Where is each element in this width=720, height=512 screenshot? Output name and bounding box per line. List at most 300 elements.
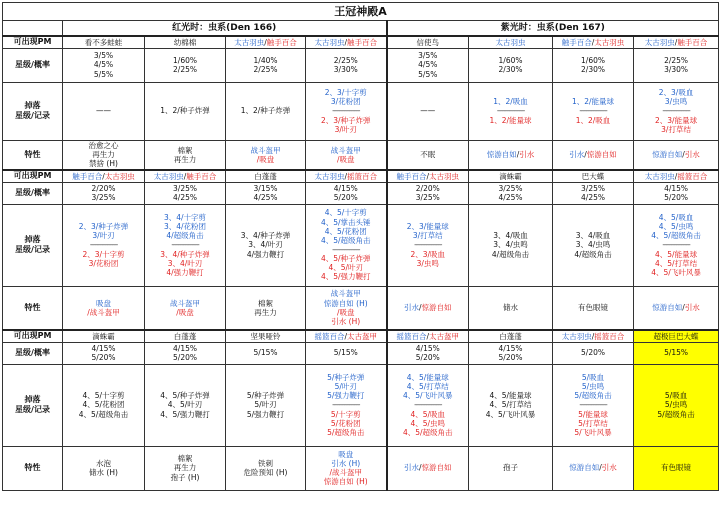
drop-item: 4、5/超级角击	[402, 427, 453, 437]
pm-cell	[63, 330, 145, 342]
pokemon-name: /	[102, 171, 105, 181]
feature-cell	[553, 140, 634, 170]
ability-text: /	[599, 463, 602, 473]
star-rate: 2/25%	[664, 55, 689, 65]
star-rate: 2/20%	[91, 183, 116, 193]
drop-item: 4、5/吸血	[658, 213, 694, 222]
ability-text: 惊游自如 (H)	[323, 298, 368, 308]
ability-text: 治愈之心	[88, 141, 119, 151]
drop-item: 1、2/能量球	[571, 97, 615, 107]
star-cell	[387, 342, 469, 364]
drop-item: 4、5/飞叶风暴	[485, 409, 536, 419]
pokemon-name: /	[183, 171, 187, 181]
ability-text: 再生力	[173, 463, 197, 473]
star-rate: 2/25%	[253, 65, 278, 74]
drops-cell	[63, 82, 145, 140]
star-rate: 5/20%	[333, 193, 358, 202]
pokemon-name: 触手百合	[266, 37, 297, 47]
pm-cell	[387, 36, 469, 48]
pokemon-name: 触手百合	[396, 171, 427, 181]
pokemon-name: 触手百合	[677, 37, 708, 47]
drop-item: 5/强力鞭打	[246, 409, 285, 419]
den-166-header: 红光时：虫系(Den 166)	[63, 21, 387, 37]
pokemon-name: 白蓬蓬	[499, 331, 522, 341]
drop-item: 3/叶刃	[334, 124, 357, 134]
star-cell	[226, 48, 306, 82]
star-rate: 5/20%	[498, 353, 523, 362]
drop-item: ——	[420, 106, 436, 116]
ability-text: /吸盘	[336, 307, 355, 317]
pokemon-name: 太古羽虫	[314, 171, 345, 181]
pokemon-name: /	[344, 171, 348, 181]
star-rate: 4/5%	[93, 60, 114, 70]
feature-cell	[63, 446, 145, 490]
drop-item: ----------------	[662, 106, 690, 116]
drop-item: 3/虫鸣	[664, 97, 688, 107]
star-rate: 4/15%	[415, 343, 440, 353]
drop-item: 2、3/种子炸弹	[78, 222, 129, 232]
drop-item: 4、5/能量球	[406, 373, 449, 382]
pokemon-name: 太古羽虫	[429, 171, 460, 181]
pm-cell	[553, 36, 634, 48]
pm-cell	[387, 330, 469, 342]
ability-text: 引水	[601, 463, 617, 473]
star-cell	[63, 48, 145, 82]
pokemon-name: 触手百合	[347, 37, 378, 47]
row-label-star: 星级/概率	[3, 342, 63, 364]
drops-cell	[63, 204, 145, 286]
drop-item: ----------------	[662, 240, 690, 250]
ability-text: /	[682, 303, 685, 313]
feature-cell	[145, 140, 226, 170]
ability-text: 战斗盔甲	[330, 289, 361, 299]
row-label-text: 星级/记录	[15, 111, 50, 120]
ability-text: 孢子 (H)	[170, 472, 200, 482]
row-label-feature: 特性	[3, 140, 63, 170]
pokemon-name: 太古羽虫	[104, 171, 135, 181]
star-cell	[634, 48, 719, 82]
drops-cell	[145, 364, 226, 446]
star-cell	[634, 182, 719, 204]
feature-cell	[387, 140, 469, 170]
drop-item: 4、5/种子炸弹	[160, 391, 210, 401]
row-label-drops	[3, 364, 63, 446]
feature-cell	[634, 140, 719, 170]
ability-text: /战斗盔甲	[87, 307, 120, 317]
drop-item: 3/打草结	[661, 124, 691, 134]
ability-text: 水泡	[96, 458, 111, 468]
pokemon-name: 太古羽虫	[314, 37, 345, 47]
ability-text: 引水	[519, 150, 535, 160]
star-rate: 5/20%	[664, 193, 689, 202]
ability-text: 禁捨 (H)	[89, 159, 118, 169]
ability-text: 惊游自如	[421, 463, 452, 473]
drop-item: 4、5/十字剪	[82, 391, 125, 401]
drops-cell	[145, 204, 226, 286]
ability-text: 引水	[569, 150, 585, 160]
feature-cell	[145, 446, 226, 490]
star-cell	[306, 48, 387, 82]
row-label-text: 掉落	[24, 101, 41, 111]
ability-text: 引水 (H)	[331, 316, 361, 326]
drop-item: ——	[96, 106, 111, 116]
den-167-header: 紫光时：虫系(Den 167)	[387, 21, 719, 37]
star-rate: 2/30%	[581, 65, 605, 74]
star-rate: 5/5%	[418, 69, 438, 79]
drop-item: 1、2/吸血	[575, 115, 611, 125]
ability-text: /战斗盔甲	[329, 468, 363, 477]
drop-item: 4、5/能量球	[655, 249, 698, 259]
star-rate: 3/25%	[498, 183, 523, 193]
feature-cell	[63, 286, 145, 330]
star-rate: 5/20%	[415, 353, 440, 362]
ability-text: 再生力	[92, 150, 115, 160]
star-cell	[63, 182, 145, 204]
drop-item: 5/打草结	[578, 418, 608, 428]
drop-item: 1、2/能量球	[489, 115, 532, 125]
ability-text: /吸盘	[256, 154, 275, 164]
drop-item: 4、5/飞叶风暴	[402, 391, 453, 401]
row-label-text: 掉落	[24, 395, 41, 405]
star-cell	[553, 342, 634, 364]
star-rate: 4/15%	[91, 343, 116, 353]
pokemon-name: 太古盔甲	[429, 331, 460, 341]
drop-item: ----------------	[171, 240, 199, 250]
pokemon-name: /	[344, 37, 348, 47]
ability-text: 引水	[684, 150, 700, 160]
drop-item: 4、5/种子炸弹	[320, 254, 371, 264]
drop-item: 4/超级角击	[491, 249, 530, 259]
pokemon-name: 摇篮百合	[347, 171, 378, 181]
pm-cell	[306, 170, 387, 182]
pm-cell	[387, 170, 469, 182]
pm-cell	[226, 36, 306, 48]
star-rate: 4/25%	[581, 193, 605, 202]
pokemon-name: 太古盔甲	[347, 331, 378, 341]
drop-item: 4/强力鞭打	[246, 249, 285, 259]
star-rate: 3/15%	[253, 183, 278, 193]
star-rate: 4/25%	[498, 193, 523, 202]
star-rate: 3/25%	[173, 183, 197, 193]
ability-text: 引水	[403, 303, 419, 313]
pokemon-name: /	[591, 331, 595, 341]
ability-text: 铁刺	[258, 458, 273, 468]
drop-item: 4、5/超级角击	[320, 235, 371, 245]
pokemon-name: 超极巨巴大蝶	[653, 331, 699, 341]
pokemon-name: 滴蛛霸	[499, 171, 522, 181]
row-label-star: 星级/概率	[3, 48, 63, 82]
drop-item: ----------------	[89, 240, 118, 250]
star-rate: 5/20%	[91, 353, 116, 362]
drop-item: 4、5/虫鸣	[658, 222, 694, 232]
feature-cell	[469, 286, 553, 330]
drop-item: ----------------	[332, 106, 360, 116]
row-label-feature: 特性	[3, 446, 63, 490]
drop-item: 4、5/叶刃	[328, 263, 364, 273]
drops-cell	[469, 204, 553, 286]
ability-text: /	[516, 150, 520, 160]
ability-text: 战斗盔甲	[170, 298, 200, 308]
ability-text: 储水	[503, 303, 518, 313]
pokemon-name: 太古羽虫	[594, 37, 625, 47]
drop-item: 5/强力鞭打	[327, 391, 365, 401]
ability-text: 引水	[684, 303, 700, 313]
star-rate: 1/40%	[253, 55, 278, 65]
star-rate: 3/30%	[333, 65, 358, 74]
pokemon-name: /	[674, 171, 678, 181]
star-rate: 2/25%	[173, 65, 197, 74]
ability-text: /	[418, 463, 422, 473]
drop-item: 2、3/十字剪	[324, 88, 367, 98]
pokemon-name: 太古羽虫	[153, 171, 184, 181]
row-label-feature: 特性	[3, 286, 63, 330]
drop-item: 5/花粉团	[330, 418, 361, 428]
drop-item: 2、3/吸血	[410, 249, 446, 259]
drops-cell	[634, 364, 719, 446]
star-rate: 3/25%	[91, 193, 116, 202]
pokemon-name: 触手百合	[72, 171, 103, 181]
pm-cell	[634, 170, 719, 182]
ability-text: 棉絮	[258, 298, 273, 308]
drops-cell	[553, 82, 634, 140]
ability-text: /吸盘	[336, 154, 355, 164]
pokemon-name: 太古羽虫	[644, 37, 675, 47]
drops-cell	[226, 364, 306, 446]
drops-cell	[226, 82, 306, 140]
drop-item: 3、4/叶刃	[167, 258, 203, 268]
star-rate: 5/20%	[581, 348, 605, 358]
drop-item: 4、5/超级角击	[78, 409, 129, 419]
pokemon-name: 摇篮百合	[677, 171, 708, 181]
pm-cell	[306, 36, 387, 48]
feature-cell	[469, 446, 553, 490]
star-rate: 4/15%	[498, 343, 523, 353]
star-cell	[226, 342, 306, 364]
star-rate: 5/15%	[333, 348, 358, 358]
drops-cell	[469, 364, 553, 446]
ability-text: 危险预知 (H)	[243, 468, 288, 477]
drops-cell	[387, 204, 469, 286]
ability-text: 棉絮	[177, 145, 193, 155]
pm-cell	[145, 36, 226, 48]
star-rate: 1/60%	[173, 55, 197, 65]
drop-item: 4、5/能量球	[489, 391, 532, 401]
pokemon-name: /	[674, 37, 678, 47]
row-label-drops	[3, 204, 63, 286]
ability-text: 棉絮	[177, 454, 193, 464]
pm-cell	[63, 170, 145, 182]
star-rate: 4/25%	[173, 193, 197, 202]
drops-cell	[469, 82, 553, 140]
pm-cell	[145, 330, 226, 342]
drops-cell	[306, 82, 387, 140]
pokemon-name: 太古羽虫	[495, 37, 526, 47]
pokemon-name: 太古羽虫	[234, 37, 265, 47]
ability-text: /吸盘	[176, 307, 194, 317]
star-rate: 4/15%	[333, 183, 358, 193]
drop-item: 5/虫鸣	[581, 382, 605, 392]
pokemon-name: 触手百合	[561, 37, 592, 47]
ability-text: 惊游自如	[486, 150, 517, 160]
feature-cell	[469, 140, 553, 170]
drop-item: 4/超级角击	[574, 249, 612, 259]
drop-item: 1、2/种子炸弹	[240, 106, 291, 116]
pokemon-name: 摇篮百合	[594, 331, 625, 341]
pm-cell	[226, 170, 306, 182]
drop-item: 2、3/能量球	[655, 115, 698, 125]
row-label-text: 星级/记录	[15, 245, 50, 254]
ability-text: 吸盘	[338, 449, 354, 459]
pm-cell	[469, 170, 553, 182]
star-rate: 5/15%	[253, 348, 278, 358]
pokemon-name: 太古羽虫	[561, 331, 592, 341]
drop-item: 5/超级角击	[327, 427, 365, 437]
drop-item: 5/种子炸弹	[327, 373, 365, 382]
pm-cell	[226, 330, 306, 342]
corner-cell	[3, 21, 63, 37]
pm-cell	[634, 330, 719, 342]
drop-item: 2、3/种子炸弹	[320, 115, 371, 125]
ability-text: 战斗盔甲	[250, 145, 281, 155]
drop-item: 3、4/吸血	[575, 231, 611, 241]
pokemon-name: 摇篮百合	[314, 331, 345, 341]
feature-cell	[306, 446, 387, 490]
pm-cell	[469, 36, 553, 48]
star-rate: 3/25%	[581, 183, 605, 193]
drop-item: 4、5/吸血	[410, 409, 446, 419]
row-label-pm: 可出现PM	[3, 36, 63, 48]
drop-item: 4/强力鞭打	[166, 267, 204, 277]
drops-cell	[63, 364, 145, 446]
ability-text: 再生力	[254, 307, 277, 317]
drop-item: 4、5/超级角击	[651, 231, 701, 241]
star-rate: 5/20%	[173, 353, 197, 362]
pm-cell	[63, 36, 145, 48]
ability-text: /	[584, 150, 587, 160]
pokemon-name: 巴大蝶	[581, 171, 605, 181]
drop-item: 4、5/打草结	[489, 400, 532, 410]
star-rate: 4/15%	[664, 183, 689, 193]
drop-item: 3/打草结	[412, 231, 443, 241]
drop-item: 3、4/花粉团	[163, 222, 207, 232]
star-rate: 4/25%	[253, 193, 278, 202]
ability-text: 战斗盔甲	[330, 145, 361, 155]
feature-cell	[553, 446, 634, 490]
feature-cell	[634, 286, 719, 330]
feature-cell	[387, 286, 469, 330]
drop-item: 1、2/吸血	[493, 97, 528, 107]
drop-item: ----------------	[414, 400, 442, 410]
row-label-pm: 可出现PM	[3, 330, 63, 342]
pokemon-name: 坚果哑铃	[250, 331, 281, 341]
pokemon-name: 白蓬蓬	[254, 171, 277, 181]
drop-item: 5/种子炸弹	[246, 391, 285, 401]
pokemon-name: /	[344, 331, 348, 341]
drop-item: 4、5/花粉团	[82, 400, 125, 410]
drop-item: 3、4/种子炸弹	[240, 231, 291, 241]
drop-item: ----------------	[579, 400, 607, 410]
star-cell	[469, 342, 553, 364]
star-rate: 1/60%	[498, 55, 523, 65]
den-table	[2, 2, 719, 491]
drop-item: 4、5/叶刃	[167, 400, 203, 410]
star-cell	[145, 48, 226, 82]
drop-item: 5/能量球	[578, 409, 608, 419]
ability-text: 有色眼镜	[578, 303, 608, 313]
star-cell	[145, 182, 226, 204]
drop-item: 3、4/种子炸弹	[160, 249, 210, 259]
drops-cell	[634, 82, 719, 140]
drop-item: 4、5/掌击头锤	[320, 217, 371, 227]
star-cell	[145, 342, 226, 364]
drop-item: 5/超级角击	[657, 409, 695, 419]
drops-cell	[387, 82, 469, 140]
ability-text: 惊游自如 (H)	[323, 477, 368, 487]
star-rate: 4/5%	[418, 60, 438, 70]
star-cell	[226, 182, 306, 204]
feature-cell	[226, 140, 306, 170]
star-cell	[63, 342, 145, 364]
star-cell	[553, 182, 634, 204]
drops-cell	[145, 82, 226, 140]
drop-item: 3、4/吸血	[493, 231, 528, 241]
ability-text: 惊游自如	[569, 463, 600, 473]
star-rate: 5/15%	[664, 348, 689, 358]
ability-text: 有色眼镜	[661, 463, 692, 473]
pm-cell	[469, 330, 553, 342]
page-title: 王冠神殿A	[3, 3, 719, 21]
drop-item: ----------------	[496, 106, 525, 116]
pokemon-name: /	[591, 37, 595, 47]
drop-item: 4、5/强力鞭打	[160, 409, 210, 419]
star-rate: 4/15%	[173, 343, 197, 353]
drop-item: 4、5/飞叶风暴	[651, 267, 701, 277]
pokemon-name: 看不多蛙蛙	[84, 37, 123, 47]
pm-cell	[306, 330, 387, 342]
ability-text: 再生力	[173, 154, 197, 164]
ability-text: /	[682, 150, 685, 160]
drop-item: 4、5/十字剪	[324, 208, 367, 218]
drop-item: 2、3/能量球	[406, 222, 449, 232]
feature-cell	[145, 286, 226, 330]
drop-item: 3/花粉团	[330, 97, 361, 107]
feature-cell	[387, 446, 469, 490]
drop-item: 4、5/虫鸣	[410, 418, 446, 428]
star-cell	[387, 48, 469, 82]
star-cell	[306, 342, 387, 364]
drops-cell	[306, 364, 387, 446]
pm-cell	[145, 170, 226, 182]
star-cell	[469, 182, 553, 204]
ability-text: 惊游自如	[586, 150, 617, 160]
star-rate: 3/5%	[93, 51, 114, 61]
feature-cell	[226, 446, 306, 490]
ability-text: 引水	[403, 463, 419, 473]
row-label-pm: 可出现PM	[3, 170, 63, 182]
drop-item: ----------------	[332, 400, 360, 410]
star-rate: 1/60%	[581, 55, 605, 65]
pokemon-name: 太古羽虫	[644, 171, 675, 181]
drop-item: 3/花粉团	[88, 258, 119, 268]
pokemon-name: 摇篮百合	[396, 331, 427, 341]
star-rate: 3/5%	[418, 51, 438, 61]
pokemon-name: /	[426, 331, 430, 341]
drop-item: ----------------	[414, 240, 442, 250]
feature-cell	[306, 140, 387, 170]
pokemon-name: 触手百合	[186, 171, 217, 181]
star-rate: 2/30%	[498, 65, 523, 74]
ability-text: 惊游自如	[652, 150, 683, 160]
